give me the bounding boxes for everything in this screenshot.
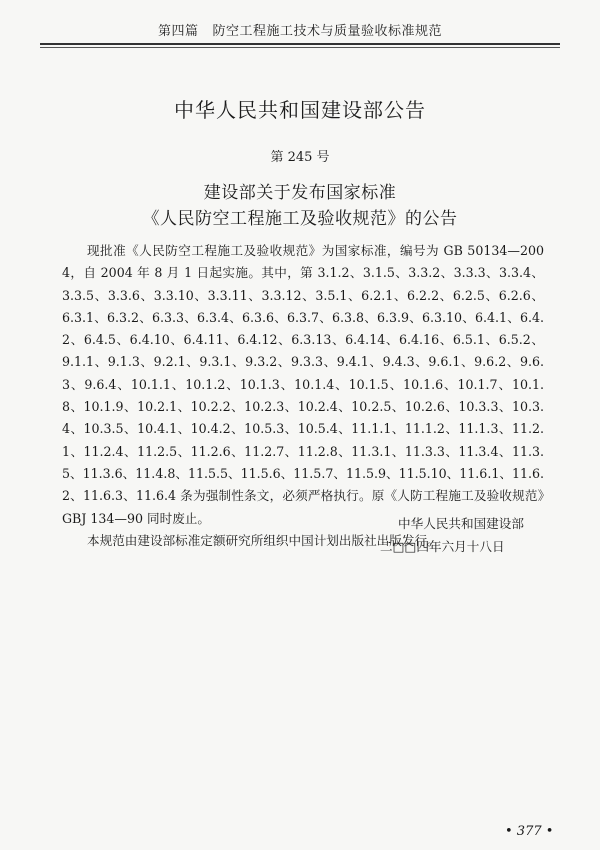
signature-block	[380, 512, 550, 558]
running-header	[0, 20, 600, 39]
notice-number: 第 245 号	[270, 150, 330, 165]
body-paragraph-publisher: 本规范由建设部标准定额研究所组织中国计划出版社出版发行。	[87, 532, 440, 548]
signature-organization: 中华人民共和国建设部	[398, 516, 524, 531]
page-number: • 377 •	[505, 824, 554, 839]
body-paragraph-approval: 现批准《人民防空工程施工及验收规范》为国家标准，编号为 GB 50134—2004，自 2004 年 8 月 1 日起实施。其中，第 3.1.2、3.1.5、3.3.2、3.3.3、3.3.4、3.3.5、3.3.6、3.3.10、3.3.11、3.3.12、3.5.1、6.2.1、6.2.2、6.2.5、6.2.6、6.3.1、6.3.2、6.3.3、6.3.4、6.3.6、6.3.7、6.3.8、6.3.9、6.3.10、6.4.1、6.4.2、6.4.5、6.4.10、6.4.11、6.4.12、6.3.13、6.4.14、6.4.16、6.5.1、6.5.2、9.1.1、9.1.3、9.2.1、9.3.1、9.3.2、9.3.3、9.4.1、9.4.3、9.6.1、9.6.2、9.6.3、9.6.4、10.1.1、10.1.2、10.1.3、10.1.4、10.1.5、10.1.6、10.1.7、10.1.8、10.1.9、10.2.1、10.2.2、10.2.3、10.2.4、10.2.5、10.2.6、10.3.3、10.3.4、10.3.5、10.4.1、10.4.2、10.5.3、10.5.4、11.1.1、11.1.2、11.1.3、11.2.1、11.2.4、11.2.5、11.2.6、11.2.7、11.2.8、11.3.1、11.3.3、11.3.4、11.3.5、11.3.6、11.4.8、11.5.5、11.5.6、11.5.7、11.5.9、11.5.10、11.6.1、11.6.2、11.6.3、11.6.4 条为强制性条文，必须严格执行。原《人防工程施工及验收规范》GBJ 134—90 同时废止。	[62, 243, 544, 526]
header-rule	[40, 43, 560, 45]
signature-date: 二□□四年六月十八日	[380, 539, 505, 554]
notice-title: 中华人民共和国建设部公告	[174, 98, 426, 122]
notice-body	[62, 240, 544, 552]
header-book-title: 防空工程施工技术与质量验收标准规范	[212, 24, 443, 39]
notice-subject-line-1: 建设部关于发布国家标准	[203, 183, 397, 203]
notice-subject-line-2: 《人民防空工程施工及验收规范》的公告	[142, 209, 458, 229]
header-part: 第四篇	[157, 24, 199, 39]
header-rule-secondary	[40, 47, 560, 48]
